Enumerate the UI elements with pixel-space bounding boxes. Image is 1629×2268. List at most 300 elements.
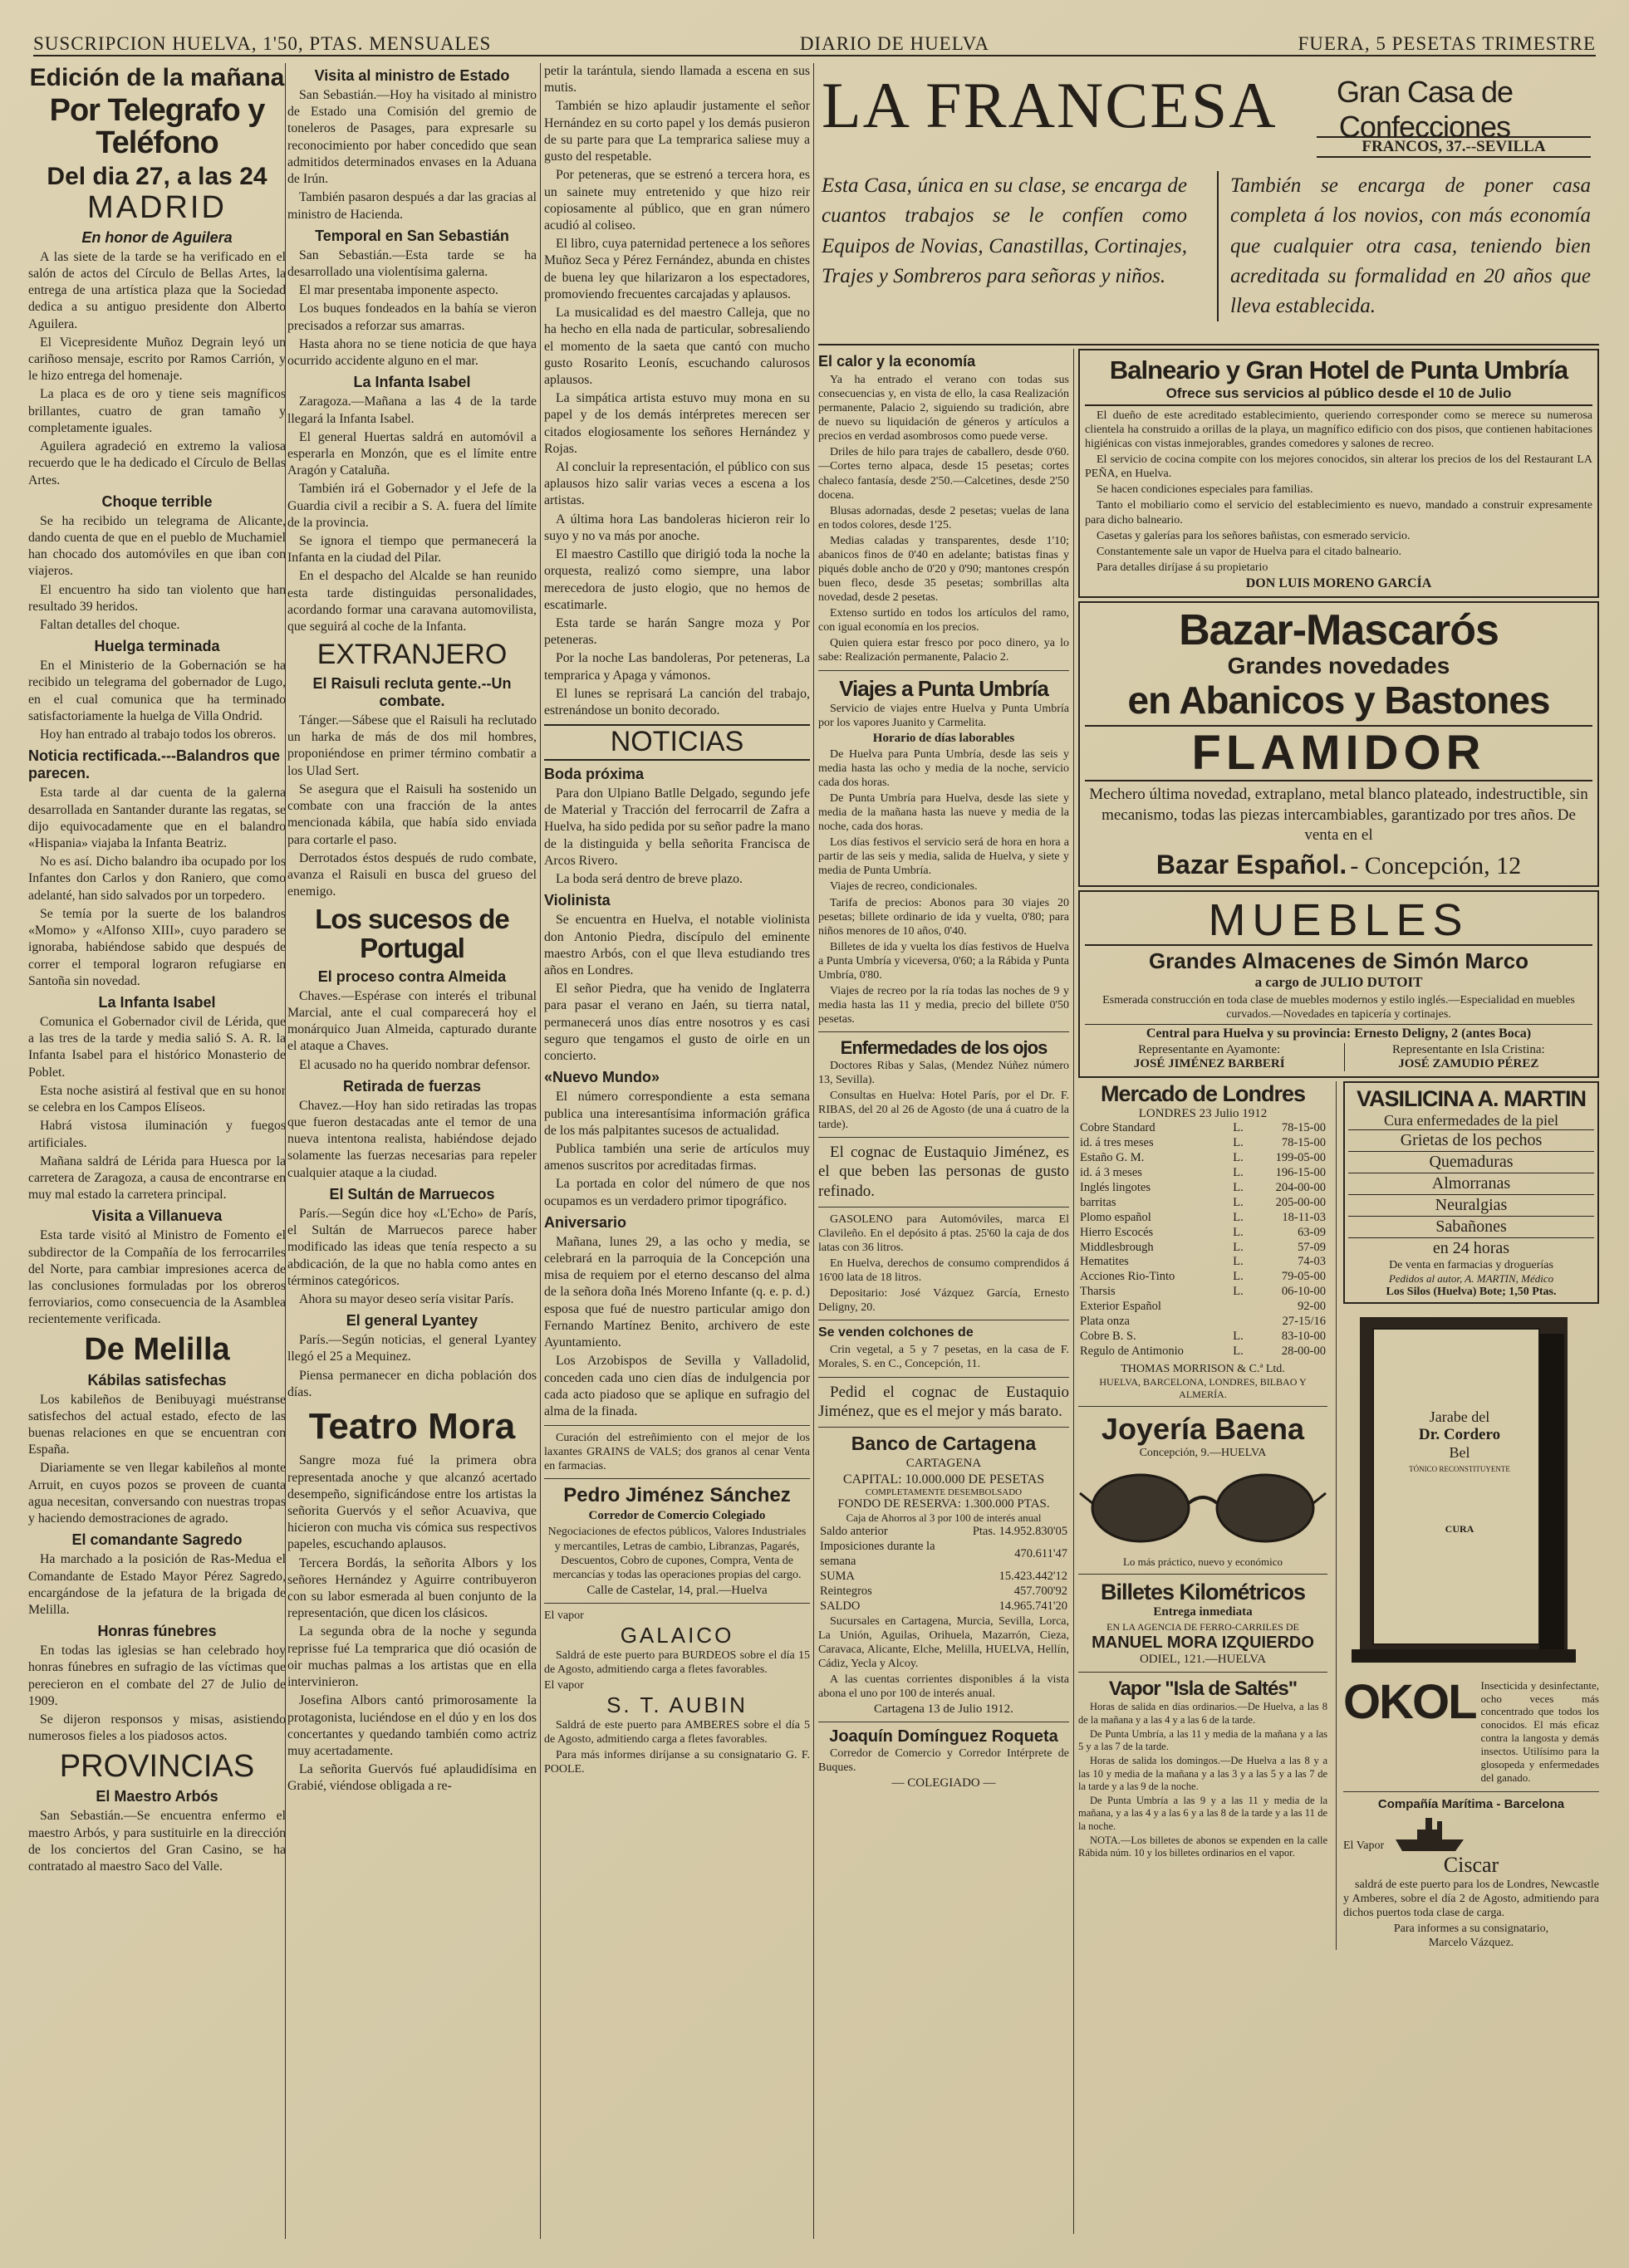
londres-market-ad — [1078, 1081, 1327, 1950]
muebles-ad — [1078, 890, 1599, 1078]
divider — [544, 1603, 810, 1604]
banco-caja: Caja de Ahorros al 3 por 100 de interés anual — [846, 1511, 1042, 1525]
article-paragraph: Esta noche asistirá al festival que en su honor se celebra en los Campos Elíseos. — [28, 1083, 286, 1115]
article-paragraph: La simpática artista estuvo muy mona en su papel y de los demás intérpretes merecen ser citados elogiosamente los señores Hernández y Rojas. — [544, 391, 810, 456]
saltes-paragraph: NOTA.—Los billetes de abonos se expenden en la calle Rábida núm. 10 y los billetes ordinarios en el vapor. — [1078, 1834, 1327, 1859]
vapor-label: El vapor — [544, 1679, 584, 1692]
article-paragraph: El Vicepresidente Muñoz Degrain leyó un cariñoso mensaje, escrito por Ramos Carrión, y le hizo entrega del homenaje. — [28, 335, 286, 384]
article-paragraph: Piensa permanecer en dicha población dos días. — [287, 1368, 537, 1399]
article-title: El Sultán de Marruecos — [329, 1185, 495, 1203]
muebles-central: Central para Huelva y su provincia: Ernesto Deligny, 2 (antes Boca) — [1085, 1024, 1592, 1041]
article-paragraph: El encuentro ha sido tan violento que han resultado 39 heridos. — [28, 582, 286, 614]
londres-cell: 204-00-00 — [1275, 1180, 1326, 1194]
article-title: El Raisuli recluta gente.--Un combate. — [312, 675, 512, 710]
madrid-heading: MADRID — [87, 189, 227, 225]
calor-title: El calor y la economía — [818, 353, 976, 370]
ojos-paragraph: Consultas en Huelva: Hotel París, por el Dr. F. RIBAS, del 20 al 26 de Agosto (de una á cuatro de la tarde). — [818, 1090, 1069, 1131]
eyeglasses-icon — [1078, 1460, 1327, 1551]
vasilicina-item: Almorranas — [1348, 1173, 1594, 1194]
londres-firm-address: HUELVA, BARCELONA, LONDRES, BILBAO Y ALMERÍA. — [1099, 1376, 1307, 1401]
article-paragraph: El acusado no ha querido nombrar defensor. — [299, 1057, 531, 1072]
column-3 — [544, 63, 810, 1778]
roqueta-name: Joaquín Domínguez Roqueta — [829, 1727, 1058, 1746]
article-paragraph: Diariamente se ven llegar kabileños al monte Arruit, en cuyos pozos se proveen de cuanta agua necesitan, conversando con nuestras tropas y haciendo demostraciones de agrado. — [28, 1461, 286, 1526]
londres-row — [1078, 1121, 1327, 1136]
ciscar-vapor-label: El Vapor — [1343, 1839, 1385, 1852]
londres-cell: L. — [1233, 1195, 1244, 1209]
article-title: Honras fúnebres — [97, 1623, 217, 1640]
article-title: Boda próxima — [544, 766, 645, 782]
article-title: El proceso contra Almeida — [317, 967, 507, 985]
vasilicina-ad — [1336, 1081, 1599, 1950]
balneario-subtitle: Ofrece sus servicios al público desde el 10 de Julio — [1085, 385, 1592, 406]
noticias-heading: NOTICIAS — [544, 724, 810, 761]
divider — [1078, 1406, 1327, 1407]
article-title: Noticia rectificada.---Balandros que parecen. — [28, 747, 281, 782]
londres-cell: Middlesbrough — [1080, 1240, 1154, 1254]
article-paragraph: Para don Ulpiano Batlle Delgado, segundo jefe de Material y Tracción del ferrocarril de Zafra a Huelva, ha sido pedida por su señor padre la mano de la distinguida y bella señorita Francisca de Arcos Rivero. — [544, 786, 810, 868]
article-paragraph: Se asegura que el Raisuli ha sostenido un combate con una fracción de la antes mencionada kábila, que había sido enviada para cortarle el paso. — [287, 781, 537, 847]
article-title: Visita a Villanueva — [91, 1207, 223, 1225]
londres-cell: 18-11-03 — [1282, 1210, 1326, 1224]
divider — [818, 670, 1069, 671]
banco-cell — [971, 1599, 998, 1614]
banco-sucursales: A las cuentas corrientes disponibles á la vista abona el uno por 100 de interés anual. — [818, 1673, 1069, 1701]
aubin-contact: Para más informes diríjanse a su consignatario G. F. POOLE. — [544, 1749, 810, 1776]
vasilicina-item: Sabañones — [1348, 1216, 1594, 1237]
article-paragraph: París.—Según dice hoy «L'Echo» de París, el Sultán de Marruecos parece haber modificado las ideas que tenía respecto a su abdicación, de la que no habla como antes en términos categóricos. — [287, 1206, 537, 1288]
article-paragraph: Se encuentra en Huelva, el notable violinista don Antonio Piedra, discípulo del eminente maestro Arbós, con el que lleva estudiando tres años en Londres. — [544, 913, 810, 977]
article-paragraph: La portada en color del número de que nos ocupamos es un verdadero primor tipográfico. — [544, 1177, 810, 1208]
article-title: Temporal en San Sebastián — [315, 227, 509, 244]
balneario-ad — [1078, 349, 1599, 598]
colchones-text: Crin vegetal, a 5 y 7 pesetas, en la casa de F. Morales, S. en C., Concepción, 11. — [818, 1344, 1069, 1371]
article-paragraph: Comunica el Gobernador civil de Lérida, que a las tres de la tarde y media salió S. A. R. la Infanta Isabel para el histórico Monasterio de Poblet. — [28, 1014, 286, 1080]
telegraph-heading: Por Telegrafo y Teléfono — [49, 92, 265, 161]
article-title: El general Lyantey — [346, 1312, 478, 1330]
bazar-subtitle: Grandes novedades — [1227, 653, 1450, 679]
ojos-paragraph: Doctores Ribas y Salas, (Mendez Núñez número 13, Sevilla). — [818, 1060, 1069, 1087]
banco-cell: 15.423.442'12 — [998, 1569, 1067, 1583]
saltes-paragraph: De Punta Umbría a las 9 y a las 11 y media de la mañana, y a las 4 y a las 6 y a las 8 de la tarde y a las 11 de la noche. — [1078, 1795, 1327, 1832]
article-paragraph: Derrotados éstos después de rudo combate, avanza el Raisuli en busca del grueso del enemigo. — [287, 850, 537, 899]
banco-sucursales: Sucursales en Cartagena, Murcia, Sevilla, Lorca, La Unión, Aguilas, Orihuela, Mazarrón, Cieza, Caravaca, Alicante, Elche, Melilla, HUELVA, Hellín, Cádiz, Yecla y Alcoy. — [818, 1614, 1069, 1671]
viajes-paragraph: De Punta Umbría para Huelva, desde las siete y media de la mañana hasta las nueve y media de la noche, cada dos horas. — [818, 791, 1069, 834]
viajes-schedule-title: Horario de días laborables — [872, 731, 1015, 745]
article-paragraph: Hoy han entrado al trabajo todos los obreros. — [40, 727, 277, 742]
billetes-address: ODIEL, 121.—HUELVA — [1139, 1653, 1267, 1667]
muebles-title: MUEBLES — [1085, 897, 1592, 946]
billetes-name: MANUEL MORA IZQUIERDO — [1092, 1634, 1314, 1653]
flamidor-text: Mechero última novedad, extraplano, metal blanco plateado, indestructible, sin mecanismo, todas las piezas intercambiables, garantizado por tres años. De venta en el — [1089, 785, 1588, 845]
vasilicina-venta: De venta en farmacias y droguerías — [1389, 1258, 1553, 1271]
article-title: Aniversario — [544, 1213, 627, 1231]
londres-cell: 78-15-00 — [1281, 1135, 1326, 1149]
divider — [818, 1377, 1069, 1378]
article-paragraph: Tánger.—Sábese que el Raisuli ha reclutado un harka de más de dos mil hombres, proponiéndose en primer término combatir a los Ulad Sert. — [287, 713, 537, 778]
ciscar-name: Marcelo Vázquez. — [1428, 1936, 1514, 1949]
steamship-icon — [1392, 1815, 1467, 1853]
londres-cell: 78-15-00 — [1281, 1120, 1326, 1134]
gasoleno-ad: En Huelva, derechos de consumo comprendidos á 16'00 lata de 18 litros. — [818, 1257, 1069, 1285]
teatro-heading: Teatro Mora — [308, 1406, 516, 1448]
column-rule — [813, 63, 814, 2239]
article-paragraph: Los buques fondeados en la bahía se vieron precisados a reforzar sus amarras. — [287, 301, 537, 333]
viajes-paragraph: Viajes de recreo, condicionales. — [830, 880, 978, 894]
balneario-paragraph: El dueño de este acreditado establecimiento, queriendo corresponder como se merece su numerosa clientela ha construido a orillas de la playa, un magnífico edificio con dos pisos, que contienen habitaciones higiénicas con vistas inmejorables, grandes comedores y salones de recreo. — [1085, 409, 1592, 451]
londres-date: LONDRES 23 Julio 1912 — [1138, 1106, 1268, 1120]
jarabe-cura: CURA — [1445, 1522, 1474, 1535]
divider — [1078, 1672, 1327, 1673]
calor-paragraph: Ya ha entrado el verano con todas sus consecuencias y, en vista de ello, la casa Realización permanente, Palacio 2, siguiendo su tradición, abre de nuevo su liquidación de géneros y artículos a precios en verdad asombrosos como puede verse. — [818, 374, 1069, 443]
article-paragraph: Por peteneras, que se estrenó a tercera hora, es un sainete muy entretenido y que hizo reir copiosamente al público, que en gran número acudió al coliseo. — [544, 168, 810, 233]
jarabe-label — [1401, 1408, 1518, 1536]
viajes-paragraph: De Huelva para Punta Umbría, desde las seis y media hasta las ocho y media de la noche, servicio cada dos horas. — [818, 747, 1069, 789]
column-2 — [287, 63, 537, 1797]
extranjero-heading: EXTRANJERO — [316, 639, 508, 671]
article-paragraph: San Sebastián.—Hoy ha visitado al ministro de Estado una Comisión del gremio de toneleros de Pasages, para expresarle su reconocimiento por haber concedido que sean admitidos determinados envases en la Aduana de Irún. — [287, 88, 537, 187]
article-paragraph: También pasaron después a dar las gracias al ministro de Hacienda. — [287, 190, 537, 222]
muebles-rep-name: JOSÉ ZAMUDIO PÉREZ — [1398, 1056, 1539, 1070]
colchones-title: Se venden colchones de — [818, 1325, 974, 1340]
banco-fondo: FONDO DE RESERVA: 1.300.000 PTAS. — [837, 1497, 1050, 1511]
calor-paragraph: Extenso surtido en todos los artículos del ramo, con igual economía en los precios. — [818, 607, 1069, 634]
londres-cell: 196-15-00 — [1275, 1165, 1326, 1179]
article-paragraph: También se hizo aplaudir justamente el señor Hernández en su corto papel y los demás pusieron de su parte para que La temprarica saliese muy a gusto del respetable. — [544, 99, 810, 164]
londres-cell: Hierro Escocés — [1080, 1225, 1154, 1239]
londres-cell: 199-05-00 — [1275, 1150, 1326, 1164]
banco-cell: SUMA — [820, 1569, 855, 1583]
banco-table — [818, 1525, 1069, 1614]
saltes-paragraph: Horas de salida los domingos.—De Huelva a las 8 y a las 10 y media de la mañana y a las 3 y a las 5 y a las 7 de la tarde y a las 9 de la noche. — [1078, 1755, 1327, 1792]
article-paragraph: Sangre moza fué la primera obra representada anoche y que alcanzó acertado desempeño, significándose entre los artistas la señorita Guervós y el señor Acuaviva, que hicieron con mucha vis cómica sus respectivos papeles, escuchando aplausos. — [287, 1453, 537, 1552]
okol-text: Insecticida y desinfectante, ocho veces más concentrado que todos los conocidos. El más eficaz contra la langosta y demás insectos. Utilísimo para la glosopeda y enfermedades del ganado. — [1480, 1678, 1599, 1784]
banco-row — [818, 1585, 1069, 1599]
muebles-rep-label: Representante en Ayamonte: — [1138, 1042, 1281, 1056]
londres-cell: Tharsis — [1080, 1285, 1116, 1299]
londres-cell: L. — [1233, 1150, 1244, 1164]
article-paragraph: No es así. Dicho balandro iba ocupado por los Infantes don Carlos y don Raniero, que como adelanté, han sido salvados por un torpedero. — [28, 855, 286, 903]
londres-row — [1078, 1315, 1327, 1330]
londres-cell: 83-10-00 — [1281, 1330, 1326, 1344]
balneario-paragraph: Casetas y galerías para los señores bañistas, con esmerado servicio. — [1097, 529, 1411, 542]
balneario-paragraph: Constantemente sale un vapor de Huelva para el citado balneario. — [1097, 545, 1401, 558]
londres-row — [1078, 1166, 1327, 1181]
billetes-title: Billetes Kilométricos — [1100, 1580, 1306, 1605]
vapor-label: El vapor — [544, 1609, 584, 1622]
viajes-paragraph: Tarifa de precios: Abonos para 30 viajes 20 pesetas; billete ordinario de ida y vuelta, 0'80; para niños menores de 10 años, 0'40. — [818, 896, 1069, 938]
banco-cell: Saldo anterior — [820, 1525, 888, 1539]
londres-cell: 79-05-00 — [1281, 1270, 1326, 1284]
bazar-line: en Abanicos y Bastones — [1127, 678, 1550, 723]
article-paragraph: Esta tarde visitó al Ministro de Fomento el subdirector de la Compañía de los ferrocarriles del Norte, para cambiar impresiones acerca de las conclusiones formuladas por los obreros ferroviarios, como consecuencia de la Asamblea recientemente verificada. — [28, 1228, 286, 1327]
londres-row — [1078, 1226, 1327, 1241]
londres-cell: L. — [1233, 1270, 1244, 1284]
vasilicina-silos: Los Silos (Huelva) Bote; 1,50 Ptas. — [1386, 1285, 1557, 1298]
banco-cell: Imposiciones durante la semana — [820, 1540, 935, 1568]
article-title: Visita al ministro de Estado — [314, 67, 510, 84]
article-paragraph: Ahora su mayor deseo sería visitar París. — [299, 1292, 514, 1306]
gasoleno-ad: Depositario: José Vázquez García, Ernesto Deligny, 20. — [818, 1287, 1069, 1315]
divider — [544, 1425, 810, 1426]
saltes-title: Vapor "Isla de Saltés" — [1108, 1678, 1298, 1701]
article-title: El comandante Sagredo — [71, 1531, 243, 1549]
londres-cell — [1231, 1300, 1251, 1315]
provincias-heading: PROVINCIAS — [59, 1748, 255, 1784]
londres-cell: id. á tres meses — [1080, 1135, 1154, 1149]
viajes-title: Viajes a Punta Umbría — [839, 675, 1048, 701]
londres-row — [1078, 1300, 1327, 1315]
londres-cell: 06-10-00 — [1281, 1285, 1326, 1299]
date-heading: Del dia 27, a las 24 — [47, 163, 267, 191]
divider — [1343, 1791, 1599, 1792]
article-paragraph: Esta tarde se harán Sangre moza y Por peteneras. — [544, 616, 810, 648]
londres-row — [1078, 1285, 1327, 1300]
londres-table — [1078, 1121, 1327, 1360]
ciscar-text: saldrá de este puerto para los de Londres, Newcastle y Amberes, sobre el día 2 de Agosto, admitiendo para dichos puertos toda clase de carga. — [1343, 1878, 1599, 1919]
francesa-left-text: Esta Casa, única en su clase, se encarga de cuantos trabajos se le confíen como Equipos de Novias, Canastillas, Cortinajes, Trajes y Sombreros para señoras y niños. — [822, 174, 1187, 287]
londres-cell: 28-00-00 — [1281, 1345, 1326, 1359]
ciscar-info: Para informes a su consignatario, — [1393, 1922, 1549, 1935]
article-paragraph: Chavez.—Hoy han sido retiradas las tropas que fueron destacadas ante el temor de una nueva intentona realista, habiéndose dejado solamente las fuerzas necesarias para repeler cualquier ataque a la ciudad. — [287, 1098, 537, 1180]
londres-cell: Cobre B. S. — [1080, 1330, 1136, 1344]
article-title: Huelga terminada — [94, 638, 220, 655]
banco-cell — [971, 1585, 998, 1599]
article-paragraph: También irá el Gobernador y el Jefe de la Guardia civil a recibir a S. A. fuera del límite de la provincia. — [287, 482, 537, 530]
francesa-address: FRANCOS, 37.--SEVILLA — [1317, 136, 1591, 158]
banco-cell: Ptas. — [972, 1525, 996, 1539]
article-title: El Maestro Arbós — [96, 1788, 218, 1805]
londres-row — [1078, 1196, 1327, 1211]
article-paragraph: La segunda obra de la noche y segunda reprisse fué La temprarica que dió ocasión de oir muchas palmas a los artistas que en ella intervinieron. — [287, 1624, 537, 1690]
aubin-title: S. T. AUBIN — [606, 1692, 748, 1718]
londres-cell: L. — [1233, 1285, 1244, 1299]
vasilicina-subtitle: Cura enfermedades de la piel — [1384, 1111, 1558, 1129]
article-paragraph: El mar presentaba imponente aspecto. — [299, 283, 498, 298]
jarabe-line: Dr. Cordero — [1418, 1425, 1501, 1443]
banco-city: CARTAGENA — [905, 1457, 982, 1471]
londres-cell: 74-03 — [1298, 1255, 1326, 1269]
viajes-paragraph: Los días festivos el servicio será de hora en hora a partir de las seis y media, salida de Huelva, y siete y media de Punta Umbría. — [818, 836, 1069, 878]
jarabe-small: TÓNICO RECONSTITUYENTE — [1409, 1464, 1510, 1473]
gasoleno-ad: GASOLENO para Automóviles, marca El Clavileño. En el depósito á ptas. 25'60 la caja de dos latas con 36 litros. — [818, 1212, 1069, 1254]
article-paragraph: Ha marchado a la posición de Ras-Medua el Comandante de Estado Mayor Pérez Sagredo, encargándose de la jefatura de la brigada de Melilla. — [28, 1552, 286, 1617]
calor-paragraph: Medias caladas y transparentes, desde 1'10; abanicos finos de 0'40 en adelante; batistas finas y piqués doble ancho de 0'20 y 0'90; mantones crespón buen fleco, desde 35 pesetas; sombrillas alta novedad, desde 2 pesetas. — [818, 534, 1069, 605]
saltes-paragraph: Horas de salida en días ordinarios.—De Huelva, a las 8 de la mañana y a las 4 y a las 6 de la tarde. — [1078, 1701, 1327, 1726]
cognac-ad: El cognac de Eustaquio Jiménez, es el que beben las personas de gusto refinado. — [818, 1143, 1069, 1201]
article-paragraph: La señorita Guervós fué aplaudidísima en Grabié, viéndose obligada a re- — [287, 1762, 537, 1794]
article-paragraph: El libro, cuya paternidad pertenece a los señores Muñoz Seca y Pérez Fernández, abunda en chistes de buena ley que hilarizaron a los espectadores, promoviendo frecuentes carcajadas y aplausos. — [544, 237, 810, 301]
vasilicina-title: VASILICINA A. MARTIN — [1357, 1085, 1586, 1111]
londres-cell: L. — [1233, 1240, 1244, 1254]
article-title: Choque terrible — [101, 492, 213, 510]
divider — [818, 1427, 1069, 1428]
article-paragraph: petir la tarántula, siendo llamada a escena en sus mutis. — [544, 64, 810, 96]
billetes-subtitle: Entrega inmediata — [1153, 1605, 1253, 1619]
galaico-text: Saldrá de este puerto para BURDEOS sobre el día 15 de Agosto, admitiendo carga a fletes favorables. — [544, 1648, 810, 1676]
article-title: La Infanta Isabel — [353, 374, 471, 391]
londres-cell: L. — [1233, 1180, 1244, 1194]
article-title: En honor de Aguilera — [81, 228, 233, 246]
article-paragraph: La boda será dentro de breve plazo. — [556, 872, 743, 887]
article-paragraph: A última hora Las bandoleras hicieron reir lo suyo y no va más por anoche. — [544, 512, 810, 543]
saltes-paragraph: De Punta Umbría, a las 11 y media de la mañana y a las 5 y a las 7 de la tarde. — [1078, 1727, 1327, 1752]
londres-cell: L. — [1233, 1135, 1244, 1149]
vasilicina-item: Quemaduras — [1348, 1151, 1594, 1173]
banco-row — [818, 1570, 1069, 1585]
banco-row — [818, 1599, 1069, 1614]
londres-title: Mercado de Londres — [1100, 1080, 1306, 1106]
londres-cell: L. — [1233, 1330, 1244, 1344]
banco-row — [818, 1525, 1069, 1540]
viajes-paragraph: Viajes de recreo por la ría todas las noches de 9 y media hasta las 11 y media, precio del billete 0'50 pesetas. — [818, 984, 1069, 1026]
banco-capital: CAPITAL: 10.000.000 DE PESETAS — [842, 1472, 1045, 1487]
balneario-paragraph: Para detalles diríjase á su propietario — [1097, 561, 1268, 574]
billetes-text: EN LA AGENCIA DE FERRO-CARRILES DE — [1106, 1621, 1299, 1634]
article-title: «Nuevo Mundo» — [544, 1069, 660, 1086]
balneario-paragraph: El servicio de cocina compite con los mejores conocidos, sin alterar los precios de los del Restaurant LA PEÑA, en Huelva. — [1085, 453, 1592, 481]
article-paragraph: Al concluir la representación, el público con sus aplausos hizo salir varias veces a escena a los artistas. — [544, 460, 810, 508]
article-paragraph: Los kabileños de Benibuyagi muéstranse satisfechos del actual estado, efecto de las buenas relaciones en que se encuentran con España. — [28, 1392, 286, 1457]
divider — [818, 1137, 1069, 1138]
londres-row — [1078, 1151, 1327, 1166]
article-paragraph: Se temía por la suerte de los balandros «Momo» y «Alfonso XIII», cuyo paradero se ignoraba, habiéndose sabido que después de correr el temporal lograron refugiarse en Santoña sin novedad. — [28, 906, 286, 988]
article-paragraph: Josefina Albors cantó primorosamente la protagonista, luciéndose en el dúo y en los dos concertantes y quedando también como actriz muy acertadamente. — [287, 1693, 537, 1758]
londres-cell: Exterior Español — [1080, 1300, 1161, 1314]
londres-cell: L. — [1233, 1120, 1244, 1134]
divider — [818, 1031, 1069, 1032]
londres-row — [1078, 1330, 1327, 1345]
article-paragraph: El lunes se reprisará La canción del trabajo, estrenándose un bonito decorado. — [544, 686, 810, 718]
londres-row — [1078, 1211, 1327, 1226]
muebles-subtitle: Grandes Almacenes de Simón Marco — [1148, 948, 1529, 973]
article-paragraph: Hasta ahora no se tiene noticia de que haya ocurrido accidente alguno en el mar. — [287, 336, 537, 369]
compania-title: Compañía Marítima - Barcelona — [1377, 1796, 1565, 1811]
balneario-paragraph: Se hacen condiciones especiales para familias. — [1097, 483, 1313, 497]
pedro-jimenez-address: Calle de Castelar, 14, pral.—Huelva — [586, 1583, 768, 1597]
bazar-mascaros-ad — [1078, 601, 1599, 887]
vasilicina-list — [1348, 1129, 1594, 1259]
article-paragraph: Habrá vistosa iluminación y fuegos artificiales. — [28, 1119, 286, 1150]
ciscar-title: Ciscar — [1443, 1852, 1499, 1877]
londres-cell: Cobre Standard — [1080, 1120, 1156, 1134]
article-paragraph: El número correspondiente a esta semana publica una interesantísima información gráfica de los más palpitantes sucesos de actualidad. — [544, 1090, 810, 1138]
divider — [544, 1478, 810, 1479]
banco-cell: 470.611'47 — [1014, 1547, 1067, 1560]
column-1 — [28, 63, 286, 1877]
londres-row — [1078, 1181, 1327, 1196]
okol-title: OKOL — [1343, 1674, 1476, 1729]
francesa-gran-casa: Gran Casa de Confecciones — [1336, 75, 1514, 144]
masthead — [33, 27, 1596, 56]
divider — [1078, 1574, 1327, 1575]
banco-cell: 457.700'92 — [1013, 1584, 1067, 1598]
viajes-paragraph: Servicio de viajes entre Huelva y Punta Umbría por los vapores Juanito y Carmelita. — [818, 702, 1069, 729]
portugal-heading: Los sucesos de Portugal — [315, 904, 509, 964]
article-paragraph: El maestro Castillo que dirigió toda la noche la orquesta, realizó como siempre, una labor merecedora de justo elogio, que no hemos de escatimarle. — [544, 547, 810, 612]
vasilicina-item: Neuralgias — [1348, 1194, 1594, 1216]
article-paragraph: San Sebastián.—Se encuentra enfermo el maestro Arbós, y para sustituirle en la dirección de los conciertos del Gran Casino, se ha contratado al maestro Saco del Valle. — [28, 1809, 286, 1874]
balneario-owner: DON LUIS MORENO GARCÍA — [1245, 576, 1432, 590]
banco-desembolsado: COMPLETAMENTE DESEMBOLSADO — [865, 1487, 1023, 1498]
subscription-huelva: SUSCRIPCION HUELVA, 1'50, PTAS. MENSUALES — [33, 33, 492, 54]
article-paragraph: Zaragoza.—Mañana a las 4 de la tarde llegará la Infanta Isabel. — [287, 394, 537, 426]
article-paragraph: San Sebastián.—Esta tarde se ha desarrollado una violentísima galerna. — [287, 247, 537, 279]
okol-ad — [1343, 1674, 1599, 1786]
londres-cell: Regulo de Antimonio — [1080, 1345, 1184, 1359]
melilla-heading: De Melilla — [84, 1331, 230, 1367]
londres-cell: 27-15/16 — [1282, 1315, 1326, 1329]
galaico-title: GALAICO — [620, 1622, 734, 1648]
muebles-rep-name: JOSÉ JIMÉNEZ BARBERÍ — [1133, 1056, 1285, 1070]
calor-paragraph: Driles de hilo para trajes de caballero, desde 0'60.—Cortes terno alpaca, desde 15 pesetas; cortes chaleco fantasía, desde 2'50.—Calcetines, desde 2'50 docena. — [818, 446, 1069, 502]
londres-row — [1078, 1241, 1327, 1256]
subscription-outside: FUERA, 5 PESETAS TRIMESTRE — [1298, 33, 1596, 54]
londres-row — [1078, 1136, 1327, 1151]
article-paragraph: Por la noche Las bandoleras, Por peteneras, La temprarica y Apaga y vámonos. — [544, 651, 810, 683]
londres-cell: 205-00-00 — [1275, 1195, 1326, 1209]
londres-cell: L. — [1233, 1165, 1244, 1179]
column-rule — [1073, 349, 1074, 2234]
londres-row — [1078, 1270, 1327, 1285]
banco-cell — [971, 1570, 998, 1585]
article-paragraph: A las siete de la tarde se ha verificado en el salón de actos del Círculo de Bellas Artes, la entrega de una artística plaza que la Sociedad dedica a su antiguo presidente don Alberto Aguilera. — [28, 249, 286, 331]
londres-cell: Plomo español — [1080, 1210, 1151, 1224]
londres-cell: L. — [1233, 1225, 1244, 1239]
banco-title: Banco de Cartagena — [851, 1433, 1037, 1455]
londres-cell: barritas — [1080, 1195, 1116, 1209]
pedro-jimenez-role: Corredor de Comercio Colegiado — [588, 1509, 766, 1523]
article-paragraph: Se ignora el tiempo que permanecerá la Infanta en la ciudad del Pilar. — [287, 534, 537, 566]
article-paragraph: En el despacho del Alcalde se han reunido esta tarde distinguidas personalidades, acordando formar una caravana automovilista, que seguirá al coche de la Infanta. — [287, 569, 537, 634]
article-paragraph: La placa es de oro y tiene seis magníficos brillantes, cuatro de gran tamaño y completamente iguales. — [28, 387, 286, 435]
londres-row — [1078, 1345, 1327, 1359]
aubin-text: Saldrá de este puerto para AMBERES sobre el día 5 de Agosto, admitiendo carga a fletes favorables. — [544, 1719, 810, 1746]
ojos-title: Enfermedades de los ojos — [840, 1037, 1048, 1059]
roqueta-text: Corredor de Comercio y Corredor Intérprete de Buques. — [818, 1747, 1069, 1775]
calor-paragraph: Blusas adornadas, desde 2 pesetas; vuelas de lana en todos colores, desde 1'25. — [818, 504, 1069, 531]
francesa-title: LA FRANCESA — [822, 69, 1278, 141]
muebles-rep-label: Representante en Isla Cristina: — [1391, 1042, 1545, 1056]
londres-cell: 92-00 — [1298, 1300, 1326, 1314]
londres-cell: Hematites — [1080, 1255, 1129, 1269]
article-paragraph: El señor Piedra, que ha venido de Inglaterra para pasar el verano en Jaén, su tierra natal, permanecerá unos días entre nosotros y es casi seguro que tengamos el gusto de oirle en un concierto. — [544, 982, 810, 1064]
vasilicina-pedidos: Pedidos al autor, A. MARTIN, Médico — [1388, 1271, 1554, 1285]
francesa-right-text: También se encarga de poner casa completa á los novios, con más economía que cualquier otra casa, teniendo bien acreditada su formalidad en 20 años que lleva establecida. — [1217, 171, 1591, 321]
article-paragraph: Mañana saldrá de Lérida para Huesca por la carretera de Zaragoza, a causa de encontrarse en muy mal estado la carretera principal. — [28, 1154, 286, 1203]
pedro-jimenez-text: Negociaciones de efectos públicos, Valores Industriales y mercantiles, Letras de cambio, Libranzas, Pagarés, Descuentos, Cobro de cupones, Compra, Venta de mercancías y todas las operaciones propias del cargo. — [547, 1526, 807, 1581]
banco-cell: 14.952.830'05 — [998, 1525, 1067, 1539]
article-paragraph: París.—Según noticias, el general Lyantey llegó el 25 a Mequinez. — [287, 1333, 537, 1364]
article-paragraph: Publica también una serie de artículos muy amenos suscritos por acreditadas firmas. — [544, 1141, 810, 1173]
londres-cell: id. á 3 meses — [1080, 1165, 1142, 1179]
newspaper-title: DIARIO DE HUELVA — [799, 33, 989, 54]
banco-cell: 14.965.741'20 — [998, 1599, 1067, 1613]
londres-cell — [1231, 1315, 1251, 1330]
londres-cell: 63-09 — [1298, 1225, 1326, 1239]
roqueta-colegiado: — COLEGIADO — — [891, 1776, 996, 1790]
viajes-paragraph: Billetes de ida y vuelta los días festivos de Huelva a Punta Umbría y viceversa, 0'60; a la Rábida y Punta Umbría, 0'80. — [818, 940, 1069, 982]
pedro-jimenez-name: Pedro Jiménez Sánchez — [563, 1484, 791, 1507]
jarabe-line: Bel — [1449, 1443, 1470, 1461]
joyeria-address: Concepción, 9.—HUELVA — [1139, 1447, 1267, 1460]
flamidor-bazar: Bazar Español. — [1156, 849, 1347, 879]
banco-row — [818, 1540, 1069, 1570]
londres-cell: L. — [1233, 1255, 1244, 1269]
article-paragraph: La musicalidad es del maestro Calleja, que no ha hecho en ella nada de particular, sobresaliendo el momento de la saeta que cantó con mucho gusto Rosarito Leonís, escuchando calurosos aplausos. — [544, 306, 810, 387]
flamidor-title: FLAMIDOR — [1085, 725, 1592, 781]
article-paragraph: En todas las iglesias se han celebrado hoy honras fúnebres en sufragio de las víctimas que perecieron en el combate del 27 de Julio de 1909. — [28, 1643, 286, 1708]
